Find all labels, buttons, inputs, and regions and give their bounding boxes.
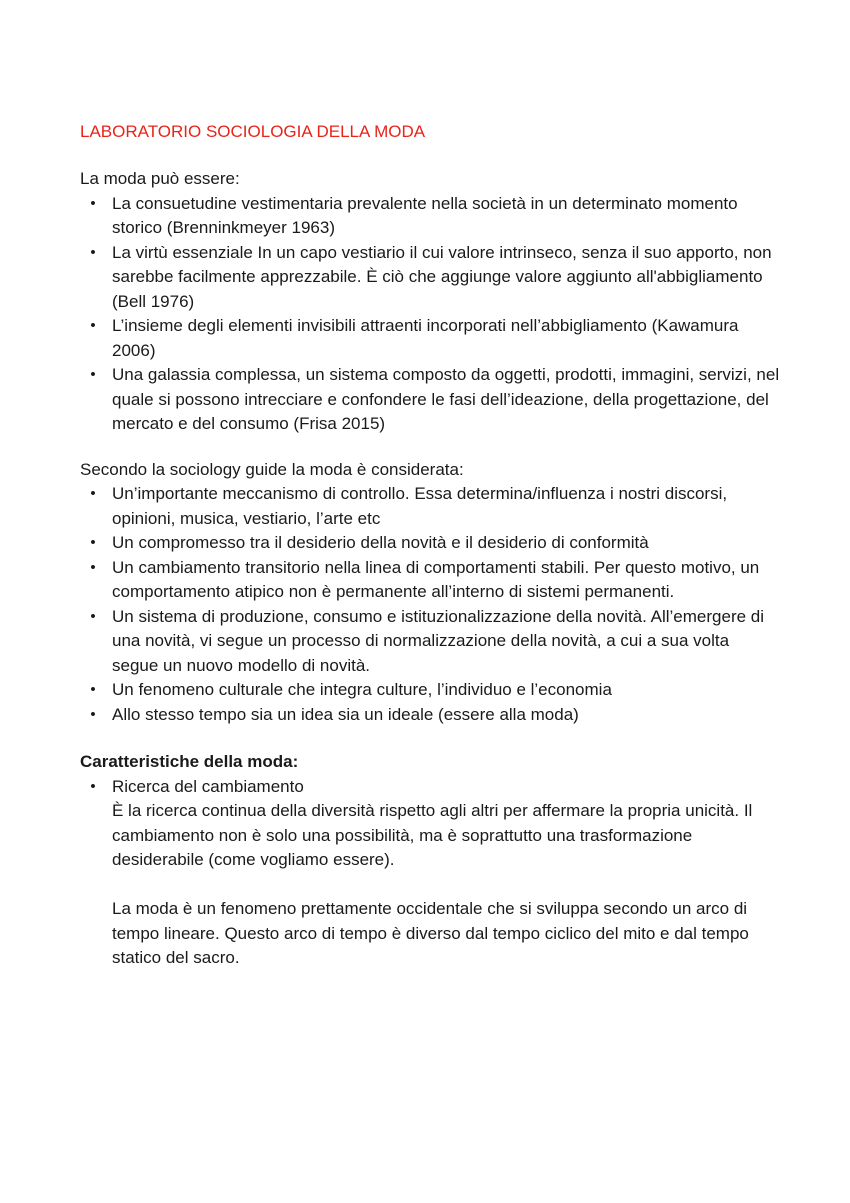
list-item-text: Una galassia complessa, un sistema composto da oggetti, prodotti, immagini, servizi, nel quale si possono intrecciare e confondere le fasi dell’ideazione, della progettazione, del mercato e del consumo (Frisa 2015) xyxy=(112,365,780,433)
characteristics-heading: Caratteristiche della moda: xyxy=(80,752,299,771)
bullet-icon: • xyxy=(90,534,96,551)
bullet-icon: • xyxy=(90,317,96,334)
list-item-text: La consuetudine vestimentaria prevalente nella società in un determinato momento storico (Brenninkmeyer 1963) xyxy=(112,193,738,237)
characteristics-list xyxy=(80,775,780,971)
list-item xyxy=(80,775,780,971)
list-item-text: Un’importante meccanismo di controllo. Essa determina/influenza i nostri discorsi, opinioni, musica, vestiario, l’arte etc xyxy=(112,484,728,528)
sociology-list xyxy=(80,482,780,727)
document-page xyxy=(80,120,780,971)
bullet-icon: • xyxy=(90,607,96,625)
list-item xyxy=(80,556,780,605)
list-item-text: L’insieme degli elementi invisibili attraenti incorporati nell’abbigliamento (Kawamura 2006) xyxy=(112,316,739,360)
list-item-text: Un fenomeno culturale che integra culture, l’individuo e l’economia xyxy=(112,680,612,699)
list-item xyxy=(80,531,780,556)
list-item xyxy=(80,482,780,531)
list-item-text: Un compromesso tra il desiderio della novità e il desiderio di conformità xyxy=(112,533,649,552)
definitions-list xyxy=(80,192,780,437)
list-item-text: La virtù essenziale In un capo vestiario il cui valore intrinseco, senza il suo apporto, non sarebbe facilmente apprezzabile. È ciò che aggiunge valore aggiunto all'abbigliamento (Bell 1976) xyxy=(112,242,772,311)
bullet-icon: • xyxy=(90,777,96,795)
bullet-icon: • xyxy=(90,194,96,212)
list-item xyxy=(80,314,780,363)
bullet-icon: • xyxy=(90,705,96,723)
list-item xyxy=(80,605,780,679)
list-item-text: Un cambiamento transitorio nella linea di comportamenti stabili. Per questo motivo, un comportamento atipico non è permanente all’interno di sistemi permanenti. xyxy=(112,557,760,601)
characteristic-label: Ricerca del cambiamento xyxy=(112,776,304,796)
bullet-icon: • xyxy=(90,485,96,502)
list-item xyxy=(80,192,780,241)
bullet-icon: • xyxy=(90,681,96,698)
bullet-icon: • xyxy=(90,243,96,261)
characteristic-paragraph: La moda è un fenomeno prettamente occidentale che si sviluppa secondo un arco di tempo lineare. Questo arco di tempo è diverso dal tempo ciclico del mito e dal tempo statico del sacro. xyxy=(112,899,749,967)
document-title: LABORATORIO SOCIOLOGIA DELLA MODA xyxy=(80,122,426,141)
bullet-icon: • xyxy=(90,366,96,383)
list-item xyxy=(80,363,780,437)
list-item-text: Un sistema di produzione, consumo e istituzionalizzazione della novità. All’emergere di una novità, vi segue un processo di normalizzazione della novità, a cui a sua volta segue un nuovo modello di novità. xyxy=(112,606,765,675)
list-item xyxy=(80,703,780,728)
sociology-intro-text: Secondo la sociology guide la moda è considerata: xyxy=(80,459,464,479)
paragraph-spacer xyxy=(112,873,780,898)
intro-text: La moda può essere: xyxy=(80,169,240,188)
list-item xyxy=(80,678,780,703)
list-item xyxy=(80,241,780,315)
bullet-icon: • xyxy=(90,558,96,576)
list-item-text: Allo stesso tempo sia un idea sia un ideale (essere alla moda) xyxy=(112,704,579,724)
characteristic-paragraph: È la ricerca continua della diversità rispetto agli altri per affermare la propria unicità. Il cambiamento non è solo una possibilità, ma è soprattutto una trasformazione desiderabile (come vogliamo essere). xyxy=(112,801,753,869)
